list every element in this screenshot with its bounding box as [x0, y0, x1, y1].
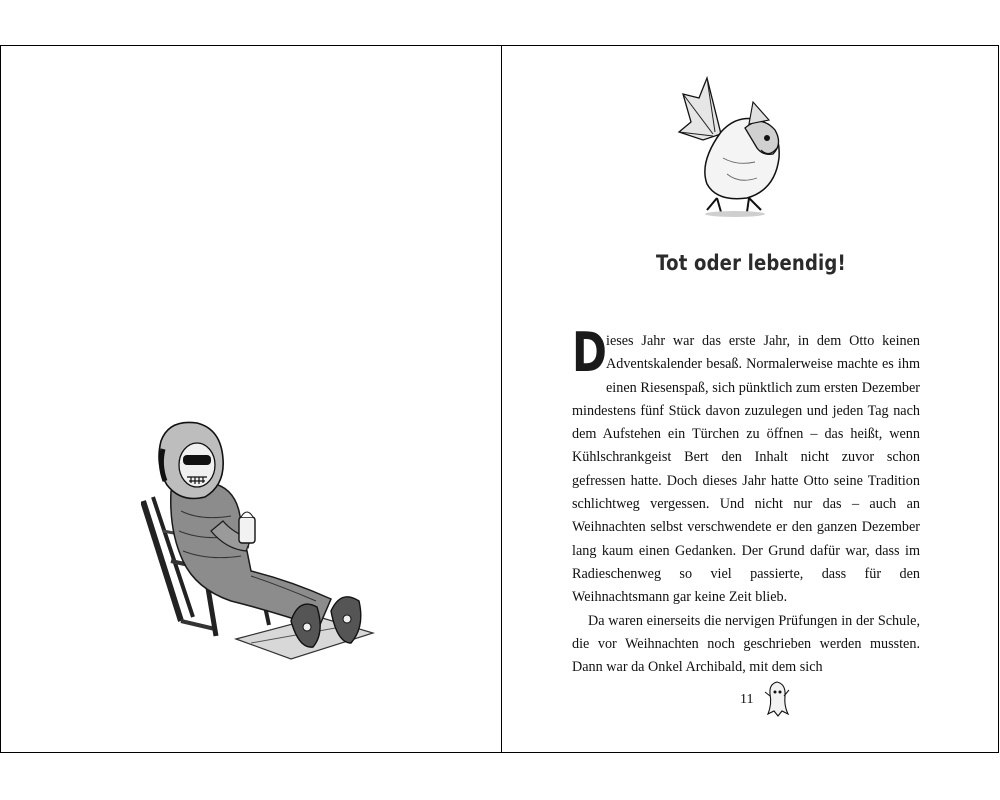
ghost-ornament-icon [764, 678, 790, 718]
bat-creature-illustration [677, 74, 792, 224]
paragraph-1-text: ieses Jahr war das erste Jahr, in dem Otto keinen Adventskalender besaß. Normalerweise machte es ihm einen Riesenspaß, sich pünktlich zum ersten Dezember mindestens fünf Stück davon zuzulegen und jeden Tag nach dem Aufstehen ein Türchen zu öffnen – das heißt, wenn Kühlschrankgeist Bert den Inhalt nicht zuvor schon gefressen hatte. Doch dieses Jahr hatte Otto seine Tradition schlichtweg vergessen. Und nicht nur das – auch an Weihnachten selbst verschwendete er den ganzen Dezember lang kaum einen Gedanken. Der Grund dafür war, dass im Radieschenweg so viel passierte, dass für den Weihnachtsmann gar keine Zeit blieb. [572, 333, 920, 606]
page-number: 11 [740, 692, 754, 707]
left-page [1, 46, 501, 752]
drop-cap: D [572, 321, 607, 384]
paragraph-2: Da waren einerseits die nervigen Prüfungen in der Schule, die vor Weihnachten noch geschrieben werden mussten. Dann war da Onkel Archibald, mit dem sich [572, 612, 920, 676]
book-spread [0, 45, 999, 753]
body-text [572, 321, 920, 679]
right-page [502, 46, 1000, 752]
skeleton-deckchair-illustration [141, 421, 376, 661]
paragraph-1 [572, 321, 920, 610]
chapter-title: Tot oder lebendig! [656, 251, 846, 275]
